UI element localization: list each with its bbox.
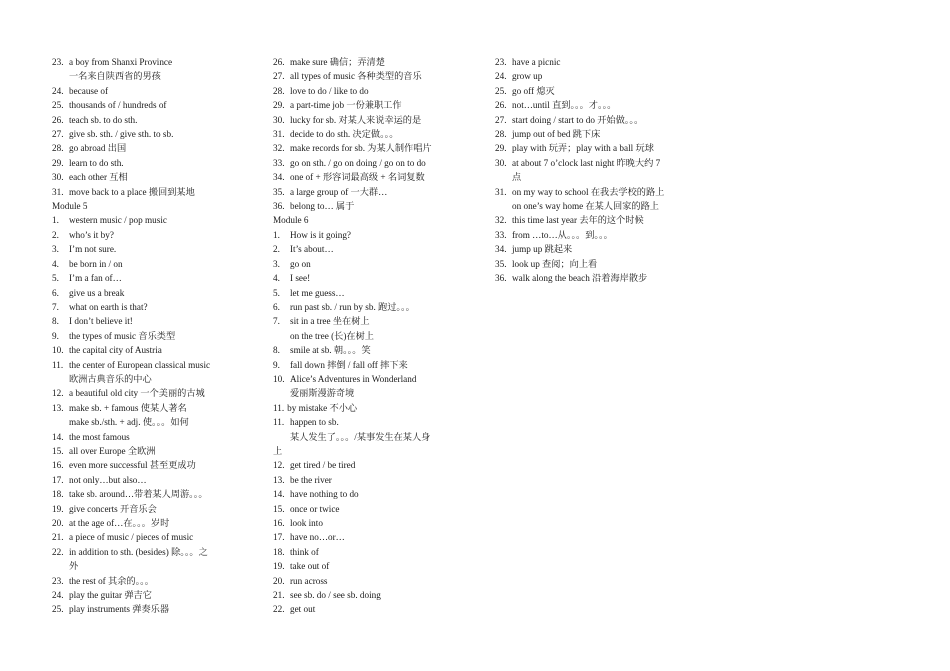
entry-number: 2.	[52, 229, 59, 240]
entry-text: take out of	[290, 561, 330, 572]
entry-text: even more successful 甚至更成功	[69, 460, 196, 471]
entry-text: the center of European classical music	[69, 359, 211, 370]
vocab-entry	[273, 314, 463, 343]
vocab-entry	[273, 271, 463, 285]
entry-text: jump out of bed 跳下床	[512, 129, 601, 140]
entry-text: because of	[69, 85, 109, 96]
vocab-entry	[52, 444, 262, 458]
vocab-entry	[273, 545, 463, 559]
vocab-entry	[273, 69, 463, 83]
vocab-entry	[495, 242, 690, 256]
entry-text: a boy from Shanxi Province	[69, 57, 173, 67]
entry-number: 24.	[495, 71, 507, 82]
vocab-entry	[495, 257, 690, 271]
entry-text: by mistake 不小心	[287, 402, 358, 413]
entry-number: 8.	[273, 345, 280, 356]
entry-number: 11.	[52, 359, 64, 370]
entry-text: go abroad 出国	[69, 143, 127, 154]
entry-number: 15.	[52, 445, 64, 456]
vocab-entry	[52, 458, 262, 472]
vocab-entry	[52, 98, 262, 112]
vocab-entry	[52, 516, 262, 530]
entry-number: 24.	[52, 590, 64, 601]
vocab-entry	[52, 401, 262, 430]
entry-number: 31.	[495, 186, 507, 197]
vocab-entry	[52, 113, 262, 127]
vocab-entry	[52, 502, 262, 516]
entry-number: 35.	[495, 258, 507, 269]
entry-number: 26.	[495, 100, 507, 111]
entry-text: a beautiful old city 一个美丽的古城	[69, 388, 205, 399]
entry-number: 20.	[273, 575, 285, 586]
entry-text: go off 熄灭	[512, 85, 555, 96]
vocab-entry	[273, 559, 463, 573]
vocab-entry	[52, 228, 262, 242]
vocab-entry	[52, 127, 262, 141]
vocab-entry	[52, 545, 262, 574]
entry-text: teach sb. to do sth.	[69, 114, 138, 125]
vocab-entry	[52, 170, 262, 184]
entry-text: How is it going?	[290, 229, 351, 240]
entry-number: 24.	[52, 85, 64, 96]
entry-number: 35.	[273, 186, 285, 197]
vocab-entry	[495, 185, 690, 214]
entry-text: once or twice	[290, 503, 340, 514]
vocab-entry	[495, 98, 690, 112]
entry-number: 30.	[495, 157, 507, 168]
column-1	[52, 55, 262, 617]
vocab-entry	[495, 156, 690, 185]
entry-text: the capital city of Austria	[69, 345, 162, 356]
entry-text: a large group of 一大群…	[290, 186, 388, 197]
entry-number: 31.	[273, 129, 285, 140]
vocab-entry	[495, 69, 690, 83]
entry-text: belong to… 属于	[290, 201, 355, 212]
entry-text: western music / pop music	[69, 215, 167, 226]
vocab-entry	[273, 300, 463, 314]
entry-number: 10.	[52, 345, 64, 356]
column-2	[273, 55, 463, 617]
entry-number: 23.	[495, 57, 507, 67]
entry-number: 12.	[273, 460, 285, 471]
entry-text: look into	[290, 518, 323, 528]
vocab-entry	[52, 588, 262, 602]
vocab-entry	[52, 473, 262, 487]
entry-continuation: 爱丽斯漫游奇境	[290, 388, 355, 399]
entry-continuation: 上	[273, 445, 283, 456]
entry-number: 2.	[273, 244, 280, 255]
vocab-entry	[52, 314, 262, 328]
vocab-entry	[273, 530, 463, 544]
entry-number: 5.	[273, 287, 280, 298]
entry-text: move back to a place 搬回到某地	[69, 186, 195, 197]
vocab-entry	[495, 271, 690, 285]
entry-text: at about 7 o’clock last night 昨晚大约 7	[512, 157, 661, 168]
vocab-entry	[273, 242, 463, 256]
entry-text: on my way to school 在我去学校的路上	[512, 186, 665, 197]
entry-text: be born in / on	[69, 258, 123, 269]
entry-continuation: 点	[512, 172, 522, 183]
entry-number: 28.	[495, 129, 507, 140]
entry-number: 28.	[52, 143, 64, 154]
entry-number: 13.	[52, 402, 64, 413]
vocab-entry	[273, 358, 463, 372]
entry-text: I’m a fan of…	[69, 273, 122, 284]
module-heading: Module 5	[52, 201, 88, 212]
entry-number: 14.	[52, 431, 64, 442]
vocab-entry	[495, 113, 690, 127]
entry-number: 10.	[273, 373, 285, 384]
entry-number: 11.	[273, 402, 285, 413]
entry-text: run past sb. / run by sb. 跑过。。。	[290, 301, 415, 312]
entry-number: 27.	[52, 129, 64, 140]
entry-number: 6.	[273, 301, 280, 312]
entry-number: 29.	[495, 143, 507, 154]
entry-number: 5.	[52, 273, 59, 284]
entry-number: 13.	[273, 474, 285, 485]
entry-text: one of + 形容词最高级 + 名词复数	[290, 172, 425, 183]
entry-text: at the age of…在。。。岁时	[69, 518, 170, 528]
entry-number: 25.	[495, 85, 507, 96]
entry-number: 21.	[273, 590, 285, 601]
vocab-entry	[52, 84, 262, 98]
entry-number: 22.	[273, 604, 285, 615]
entry-number: 23.	[52, 57, 64, 67]
entry-number: 23.	[52, 575, 64, 586]
vocab-entry	[273, 516, 463, 530]
entry-text: I’m not sure.	[69, 244, 117, 255]
entry-text: not only…but also…	[69, 474, 147, 485]
entry-number: 27.	[495, 114, 507, 125]
vocab-entry	[52, 257, 262, 271]
entry-number: 22.	[52, 546, 64, 557]
entry-number: 34.	[495, 244, 507, 255]
entry-text: this time last year 去年的这个时候	[512, 215, 644, 226]
entry-text: a part-time job 一份兼职工作	[290, 100, 402, 111]
entry-text: the most famous	[69, 431, 130, 442]
entry-text: grow up	[512, 71, 543, 82]
entry-text: Alice’s Adventures in Wonderland	[290, 373, 417, 384]
entry-number: 1.	[273, 229, 280, 240]
vocab-entry	[52, 185, 262, 199]
vocab-entry	[52, 430, 262, 444]
entry-text: each other 互相	[69, 172, 128, 183]
entry-text: love to do / like to do	[290, 85, 369, 96]
entry-number: 12.	[52, 388, 64, 399]
entry-continuation: 欧洲古典音乐的中心	[69, 373, 152, 384]
entry-text: start doing / start to do 开始做。。。	[512, 114, 644, 125]
entry-text: play the guitar 弹吉它	[69, 590, 152, 601]
module-heading: Module 6	[273, 215, 309, 226]
entry-number: 9.	[273, 359, 280, 370]
entry-text: let me guess…	[290, 287, 345, 298]
vocab-entry	[52, 300, 262, 314]
entry-text: make sb. + famous 使某人著名	[69, 402, 187, 413]
entry-number: 28.	[273, 85, 285, 96]
vocab-entry	[52, 386, 262, 400]
entry-number: 4.	[273, 273, 280, 284]
vocab-entry	[52, 574, 262, 588]
entry-text: go on sth. / go on doing / go on to do	[290, 157, 426, 168]
entry-number: 25.	[52, 604, 64, 615]
vocab-entry	[273, 502, 463, 516]
vocab-entry	[52, 602, 262, 616]
vocab-entry	[273, 401, 463, 415]
entry-text: It’s about…	[290, 244, 334, 255]
entry-text: lucky for sb. 对某人来说幸运的是	[290, 114, 422, 125]
vocab-entry	[273, 286, 463, 300]
entry-text: all over Europe 全欧洲	[69, 445, 156, 456]
entry-text: take sb. around…带着某人周游。。。	[69, 489, 208, 500]
entry-text: make sure 确信；弄清楚	[290, 57, 385, 67]
entry-number: 16.	[52, 460, 64, 471]
entry-number: 16.	[273, 518, 285, 528]
entry-text: see sb. do / see sb. doing	[290, 590, 381, 601]
entry-text: give us a break	[69, 287, 125, 298]
entry-text: not…until 直到。。。才。。。	[512, 100, 617, 111]
entry-continuation: 一名来自陕西省的男孩	[69, 71, 161, 82]
vocab-entry	[495, 55, 690, 69]
entry-number: 3.	[52, 244, 59, 255]
vocab-entry	[273, 343, 463, 357]
entry-text: from …to…从。。。到。。。	[512, 229, 613, 240]
entry-text: what on earth is that?	[69, 301, 148, 312]
entry-text: get out	[290, 604, 316, 615]
entry-number: 15.	[273, 503, 285, 514]
vocab-entry	[273, 372, 463, 401]
vocab-entry	[52, 156, 262, 170]
entry-number: 26.	[273, 57, 285, 67]
entry-text: give concerts 开音乐会	[69, 503, 157, 514]
entry-number: 20.	[52, 518, 64, 528]
entry-number: 19.	[52, 503, 64, 514]
entry-text: play instruments 弹奏乐器	[69, 604, 170, 615]
vocab-entry	[273, 257, 463, 271]
vocab-entry	[52, 286, 262, 300]
entry-text: thousands of / hundreds of	[69, 100, 167, 111]
vocab-entry	[52, 530, 262, 544]
entry-text: have no…or…	[290, 532, 345, 543]
vocab-entry	[273, 55, 463, 69]
entry-text: jump up 跳起来	[512, 244, 573, 255]
entry-text: play with 玩弄；play with a ball 玩球	[512, 143, 654, 154]
vocab-entry	[52, 487, 262, 501]
entry-number: 11.	[273, 417, 285, 428]
entry-number: 7.	[273, 316, 280, 327]
entry-number: 36.	[495, 273, 507, 284]
vocab-entry	[273, 156, 463, 170]
entry-number: 30.	[52, 172, 64, 183]
entry-text: have nothing to do	[290, 489, 359, 500]
entry-number: 29.	[52, 157, 64, 168]
entry-number: 25.	[52, 100, 64, 111]
entry-text: sit in a tree 坐在树上	[290, 316, 370, 327]
vocab-entry	[495, 141, 690, 155]
entry-text: be the river	[290, 474, 332, 485]
vocab-entry	[52, 242, 262, 256]
entry-continuation: 外	[69, 561, 79, 572]
entry-text: have a picnic	[512, 57, 561, 67]
vocab-entry	[273, 84, 463, 98]
entry-text: fall down 摔倒 / fall off 摔下来	[290, 359, 408, 370]
entry-text: decide to do sth. 决定做。。。	[290, 129, 399, 140]
entry-text: I don’t believe it!	[69, 316, 133, 327]
vocab-entry	[273, 141, 463, 155]
entry-number: 18.	[273, 546, 285, 557]
entry-number: 1.	[52, 215, 59, 226]
vocab-entry	[52, 213, 262, 227]
vocab-entry	[273, 588, 463, 602]
vocab-entry	[495, 213, 690, 227]
entry-number: 34.	[273, 172, 285, 183]
entry-text: look up 查阅；向上看	[512, 258, 598, 269]
vocab-entry	[52, 141, 262, 155]
vocab-entry	[495, 228, 690, 242]
entry-text: smile at sb. 朝。。。笑	[290, 345, 371, 356]
entry-text: happen to sb.	[290, 417, 339, 428]
entry-number: 4.	[52, 258, 59, 269]
vocab-entry	[273, 98, 463, 112]
entry-text: who’s it by?	[69, 229, 114, 240]
entry-continuation: 某人发生了。。。/某事发生在某人身	[290, 431, 431, 442]
entry-number: 17.	[52, 474, 64, 485]
entry-number: 27.	[273, 71, 285, 82]
entry-number: 9.	[52, 330, 59, 341]
vocab-entry	[273, 199, 463, 213]
entry-text: a piece of music / pieces of music	[69, 532, 194, 543]
vocab-entry	[273, 602, 463, 616]
entry-text: the types of music 音乐类型	[69, 330, 176, 341]
vocab-entry	[52, 329, 262, 343]
entry-number: 36.	[273, 201, 285, 212]
entry-number: 33.	[495, 229, 507, 240]
vocab-entry	[273, 170, 463, 184]
entry-number: 6.	[52, 287, 59, 298]
entry-text: in addition to sth. (besides) 除。。。之	[69, 546, 208, 557]
entry-number: 26.	[52, 114, 64, 125]
vocab-entry	[273, 415, 463, 458]
entry-number: 18.	[52, 489, 64, 500]
vocab-entry	[52, 55, 262, 84]
entry-text: run across	[290, 575, 328, 586]
entry-continuation: on the tree (长)在树上	[290, 330, 374, 341]
entry-text: get tired / be tired	[290, 460, 356, 471]
entry-number: 32.	[495, 215, 507, 226]
entry-continuation: make sb./sth. + adj. 使。。。如何	[69, 417, 189, 428]
entry-number: 3.	[273, 258, 280, 269]
entry-number: 8.	[52, 316, 59, 327]
entry-number: 31.	[52, 186, 64, 197]
vocab-entry	[273, 487, 463, 501]
entry-continuation: on one’s way home 在某人回家的路上	[512, 201, 659, 212]
entry-text: learn to do sth.	[69, 157, 124, 168]
vocab-entry	[273, 458, 463, 472]
entry-text: give sb. sth. / give sth. to sb.	[69, 129, 174, 140]
entry-text: the rest of 其余的。。。	[69, 575, 154, 586]
entry-number: 33.	[273, 157, 285, 168]
entry-number: 7.	[52, 301, 59, 312]
entry-number: 21.	[52, 532, 64, 543]
vocab-entry	[273, 127, 463, 141]
entry-number: 30.	[273, 114, 285, 125]
column-3	[495, 55, 690, 286]
entry-text: go on	[290, 258, 311, 269]
entry-text: walk along the beach 沿着海岸散步	[512, 273, 648, 284]
vocab-entry	[52, 271, 262, 285]
vocab-entry	[495, 84, 690, 98]
vocab-entry	[495, 127, 690, 141]
vocab-entry	[273, 473, 463, 487]
entry-number: 29.	[273, 100, 285, 111]
entry-text: make records for sb. 为某人制作唱片	[290, 143, 432, 154]
vocab-entry	[273, 113, 463, 127]
vocab-entry	[52, 358, 262, 387]
vocab-entry	[273, 228, 463, 242]
entry-number: 19.	[273, 561, 285, 572]
entry-text: I see!	[290, 273, 311, 284]
vocab-entry	[273, 574, 463, 588]
vocab-entry	[273, 185, 463, 199]
entry-number: 14.	[273, 489, 285, 500]
vocab-entry	[52, 343, 262, 357]
entry-number: 17.	[273, 532, 285, 543]
entry-text: think of	[290, 546, 319, 557]
entry-text: all types of music 各种类型的音乐	[290, 71, 422, 82]
entry-number: 32.	[273, 143, 285, 154]
